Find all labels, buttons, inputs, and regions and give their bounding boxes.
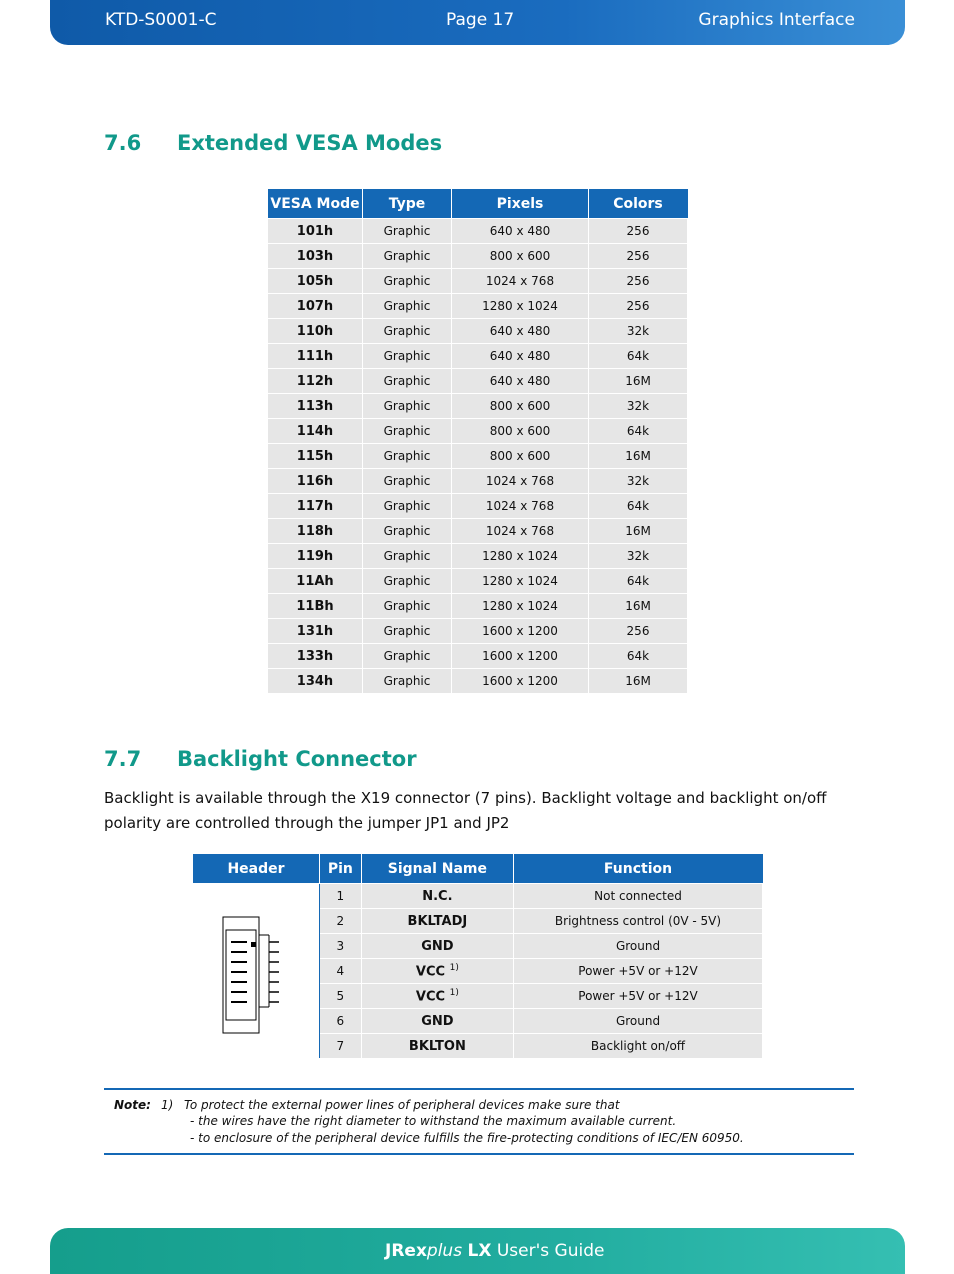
table-cell: Graphic — [363, 219, 452, 244]
connector-diagram — [193, 884, 320, 1059]
table-cell: 16M — [589, 594, 688, 619]
chapter-title: Graphics Interface — [698, 10, 855, 30]
signal-name: VCC $^{1)}$ — [361, 984, 513, 1009]
table-cell: 640 x 480 — [452, 369, 589, 394]
function-cell: Not connected — [514, 884, 763, 909]
table-row — [193, 884, 763, 909]
doc-id: KTD-S0001-C — [105, 10, 217, 30]
table-cell: 32k — [589, 319, 688, 344]
signal-name: GND — [361, 1009, 513, 1034]
table-cell: 1024 x 768 — [452, 494, 589, 519]
table-cell: 118h — [268, 519, 363, 544]
table-cell: 800 x 600 — [452, 419, 589, 444]
table-row — [268, 344, 688, 369]
table-cell: 1600 x 1200 — [452, 619, 589, 644]
table-cell: 64k — [589, 569, 688, 594]
vesa-modes-table — [267, 189, 688, 694]
pin-number: 5 — [320, 984, 362, 1009]
table-row — [268, 219, 688, 244]
table-cell: 16M — [589, 669, 688, 694]
table-row — [268, 569, 688, 594]
table-cell: Graphic — [363, 519, 452, 544]
function-cell: Power +5V or +12V — [514, 984, 763, 1009]
table-cell: 113h — [268, 394, 363, 419]
column-header: Signal Name — [361, 855, 513, 884]
table-cell: 256 — [589, 619, 688, 644]
table-cell: 1280 x 1024 — [452, 569, 589, 594]
table-cell: 133h — [268, 644, 363, 669]
table-row — [268, 444, 688, 469]
table-cell: 101h — [268, 219, 363, 244]
table-row — [268, 294, 688, 319]
table-cell: 640 x 480 — [452, 219, 589, 244]
table-cell: Graphic — [363, 544, 452, 569]
table-cell: 1024 x 768 — [452, 269, 589, 294]
table-cell: Graphic — [363, 469, 452, 494]
function-cell: Brightness control (0V - 5V) — [514, 909, 763, 934]
table-cell: 110h — [268, 319, 363, 344]
pin-number: 2 — [320, 909, 362, 934]
backlight-connector-table — [192, 854, 763, 1059]
table-cell: Graphic — [363, 369, 452, 394]
page-header — [50, 0, 905, 45]
table-cell: 640 x 480 — [452, 344, 589, 369]
note-label: Note: — [114, 1098, 151, 1112]
note-line: To protect the external power lines of peripheral devices make sure that — [184, 1098, 620, 1112]
table-row — [268, 544, 688, 569]
footnote-marker: 1) — [449, 987, 459, 998]
column-header: Header — [193, 855, 320, 884]
table-cell: 64k — [589, 644, 688, 669]
table-cell: Graphic — [363, 569, 452, 594]
table-cell: 107h — [268, 294, 363, 319]
table-cell: 134h — [268, 669, 363, 694]
table-cell: 114h — [268, 419, 363, 444]
table-cell: 1280 x 1024 — [452, 594, 589, 619]
table-cell: Graphic — [363, 619, 452, 644]
table-cell: Graphic — [363, 244, 452, 269]
backlight-description: Backlight is available through the X19 connector (7 pins). Backlight voltage and backlight on/off polarity are controlled through the jumper JP1 and JP2 — [104, 789, 827, 832]
signal-name: N.C. — [361, 884, 513, 909]
table-cell: 1280 x 1024 — [452, 294, 589, 319]
pin-number: 6 — [320, 1009, 362, 1034]
table-cell: 16M — [589, 444, 688, 469]
table-cell: 640 x 480 — [452, 319, 589, 344]
table-row — [268, 494, 688, 519]
column-header: Colors — [589, 190, 688, 219]
table-cell: Graphic — [363, 269, 452, 294]
signal-name: BKLTADJ — [361, 909, 513, 934]
table-cell: 16M — [589, 369, 688, 394]
table-cell: 11Bh — [268, 594, 363, 619]
note-number: 1) — [161, 1098, 174, 1112]
table-row — [268, 319, 688, 344]
table-cell: Graphic — [363, 444, 452, 469]
table-cell: Graphic — [363, 669, 452, 694]
footnote-marker: 1) — [449, 962, 459, 973]
table-cell: 256 — [589, 269, 688, 294]
table-cell: 800 x 600 — [452, 244, 589, 269]
table-cell: 16M — [589, 519, 688, 544]
section-number: 7.7 — [104, 747, 142, 771]
table-cell: Graphic — [363, 494, 452, 519]
table-row — [268, 369, 688, 394]
table-cell: 32k — [589, 544, 688, 569]
table-row — [268, 269, 688, 294]
column-header: Pin — [320, 855, 362, 884]
table-cell: 119h — [268, 544, 363, 569]
function-cell: Backlight on/off — [514, 1034, 763, 1059]
table-cell: 105h — [268, 269, 363, 294]
connector-pinout-icon — [193, 895, 319, 1045]
table-cell: 131h — [268, 619, 363, 644]
function-cell: Ground — [514, 1009, 763, 1034]
table-cell: 800 x 600 — [452, 444, 589, 469]
section-number: 7.6 — [104, 131, 142, 155]
column-header: Function — [514, 855, 763, 884]
table-cell: 112h — [268, 369, 363, 394]
table-cell: Graphic — [363, 294, 452, 319]
table-cell: 11Ah — [268, 569, 363, 594]
table-row — [268, 519, 688, 544]
table-row — [268, 669, 688, 694]
table-cell: 32k — [589, 394, 688, 419]
table-cell: Graphic — [363, 344, 452, 369]
table-cell: Graphic — [363, 594, 452, 619]
table-row — [268, 644, 688, 669]
table-cell: 115h — [268, 444, 363, 469]
table-cell: Graphic — [363, 644, 452, 669]
table-cell: 256 — [589, 294, 688, 319]
table-row — [268, 394, 688, 419]
table-cell: 1024 x 768 — [452, 469, 589, 494]
function-cell: Ground — [514, 934, 763, 959]
pin-number: 3 — [320, 934, 362, 959]
table-row — [268, 469, 688, 494]
table-cell: 64k — [589, 494, 688, 519]
table-cell: 64k — [589, 419, 688, 444]
note-line: - to enclosure of the peripheral device fulfills the fire-protecting conditions of IEC/EN 60950. — [190, 1131, 744, 1145]
table-row — [268, 419, 688, 444]
pin-number: 7 — [320, 1034, 362, 1059]
function-cell: Power +5V or +12V — [514, 959, 763, 984]
table-cell: 800 x 600 — [452, 394, 589, 419]
table-cell: 1600 x 1200 — [452, 644, 589, 669]
column-header: Type — [363, 190, 452, 219]
pin-number: 1 — [320, 884, 362, 909]
table-row — [268, 619, 688, 644]
signal-name: GND — [361, 934, 513, 959]
note-box — [104, 1088, 854, 1155]
column-header: Pixels — [452, 190, 589, 219]
section-title: Backlight Connector — [177, 747, 417, 771]
table-cell: 111h — [268, 344, 363, 369]
page-footer — [50, 1228, 905, 1274]
pin-number: 4 — [320, 959, 362, 984]
table-cell: Graphic — [363, 319, 452, 344]
table-cell: 1024 x 768 — [452, 519, 589, 544]
table-cell: 103h — [268, 244, 363, 269]
table-cell: Graphic — [363, 394, 452, 419]
table-cell: 256 — [589, 219, 688, 244]
table-cell: 1280 x 1024 — [452, 544, 589, 569]
table-cell: 1600 x 1200 — [452, 669, 589, 694]
column-header: VESA Mode — [268, 190, 363, 219]
signal-name: VCC $^{1)}$ — [361, 959, 513, 984]
page-number: Page 17 — [446, 10, 515, 30]
table-cell: 32k — [589, 469, 688, 494]
table-cell: 117h — [268, 494, 363, 519]
table-cell: 116h — [268, 469, 363, 494]
table-cell: 256 — [589, 244, 688, 269]
table-cell: Graphic — [363, 419, 452, 444]
footer-title: JRexplus LX User's Guide — [385, 1241, 605, 1261]
table-cell: 64k — [589, 344, 688, 369]
signal-name: BKLTON — [361, 1034, 513, 1059]
table-row — [268, 594, 688, 619]
section-title: Extended VESA Modes — [177, 131, 443, 155]
table-row — [268, 244, 688, 269]
note-line: - the wires have the right diameter to withstand the maximum available current. — [190, 1114, 677, 1128]
